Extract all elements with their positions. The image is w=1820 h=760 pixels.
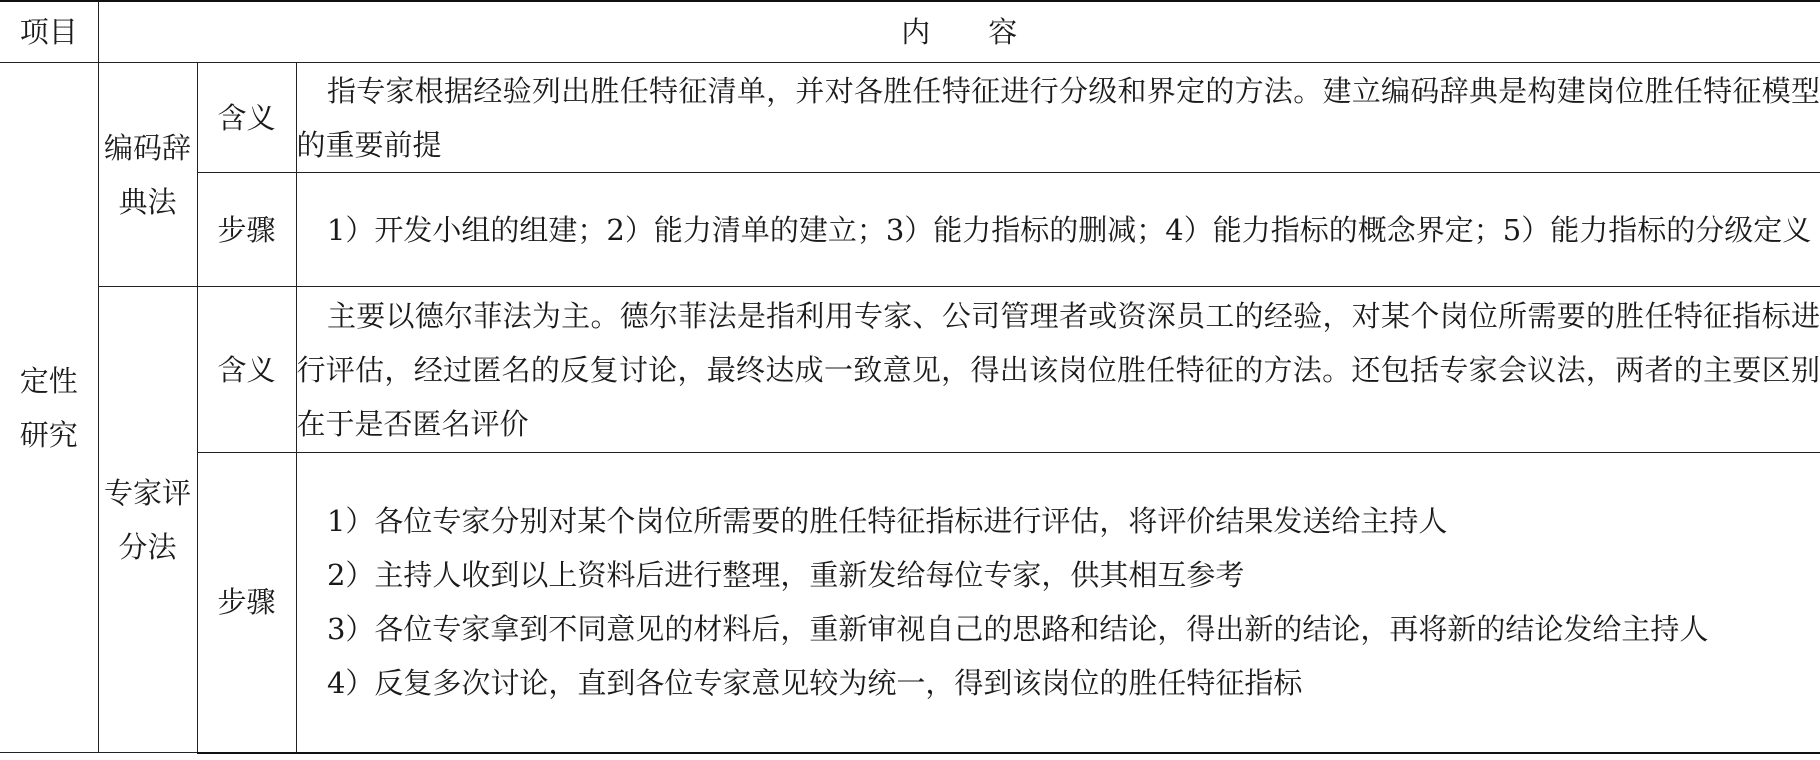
table-header-row [0, 1, 1820, 63]
step-item: 4）反复多次讨论，直到各位专家意见较为统一，得到该岗位的胜任特征指标 [326, 666, 1303, 701]
method-name-line2: 分法 [118, 529, 177, 564]
step-item: 2）主持人收到以上资料后进行整理，重新发给每位专家，供其相互参考 [326, 558, 1245, 593]
table-row [0, 453, 1820, 753]
table-row [0, 63, 1820, 173]
meaning-text: 指专家根据经验列出胜任特征清单，并对各胜任特征进行分级和界定的方法。建立编码辞典是构建岗位胜任特征模型的重要前提 [296, 73, 1820, 162]
category-line1: 定性 [19, 363, 78, 398]
category-cell [0, 63, 98, 753]
meaning-label: 含义 [197, 287, 296, 453]
meaning-text: 主要以德尔菲法为主。德尔菲法是指利用专家、公司管理者或资深员工的经验，对某个岗位所需要的胜任特征指标进行评估，经过匿名的反复讨论，最终达成一致意见，得出该岗位胜任特征的方法。还包括专家会议法，两者的主要区别在于是否匿名评价 [296, 298, 1820, 441]
method-name-cell [98, 287, 197, 753]
header-item: 项目 [0, 1, 98, 63]
steps-content [296, 453, 1820, 753]
table-row [0, 173, 1820, 287]
header-content: 内 容 [98, 1, 1820, 63]
method-name-line2: 典法 [118, 184, 177, 219]
table-row [0, 287, 1820, 453]
method-name-line1: 专家评 [103, 475, 191, 510]
step-item: 1）各位专家分别对某个岗位所需要的胜任特征指标进行评估，将评价结果发送给主持人 [326, 504, 1448, 539]
method-name-cell [98, 63, 197, 287]
steps-label: 步骤 [197, 173, 296, 287]
meaning-label: 含义 [197, 63, 296, 173]
steps-text: 1）开发小组的组建；2）能力清单的建立；3）能力指标的删减；4）能力指标的概念界定；5）能力指标的分级定义 [326, 212, 1812, 247]
method-name-line1: 编码辞 [103, 130, 191, 165]
step-item: 3）各位专家拿到不同意见的材料后，重新审视自己的思路和结论，得出新的结论，再将新的结论发给主持人 [326, 612, 1709, 647]
meaning-content [296, 287, 1820, 453]
meaning-content [296, 63, 1820, 173]
category-line2: 研究 [19, 417, 78, 452]
steps-label: 步骤 [197, 453, 296, 753]
steps-content [296, 173, 1820, 287]
